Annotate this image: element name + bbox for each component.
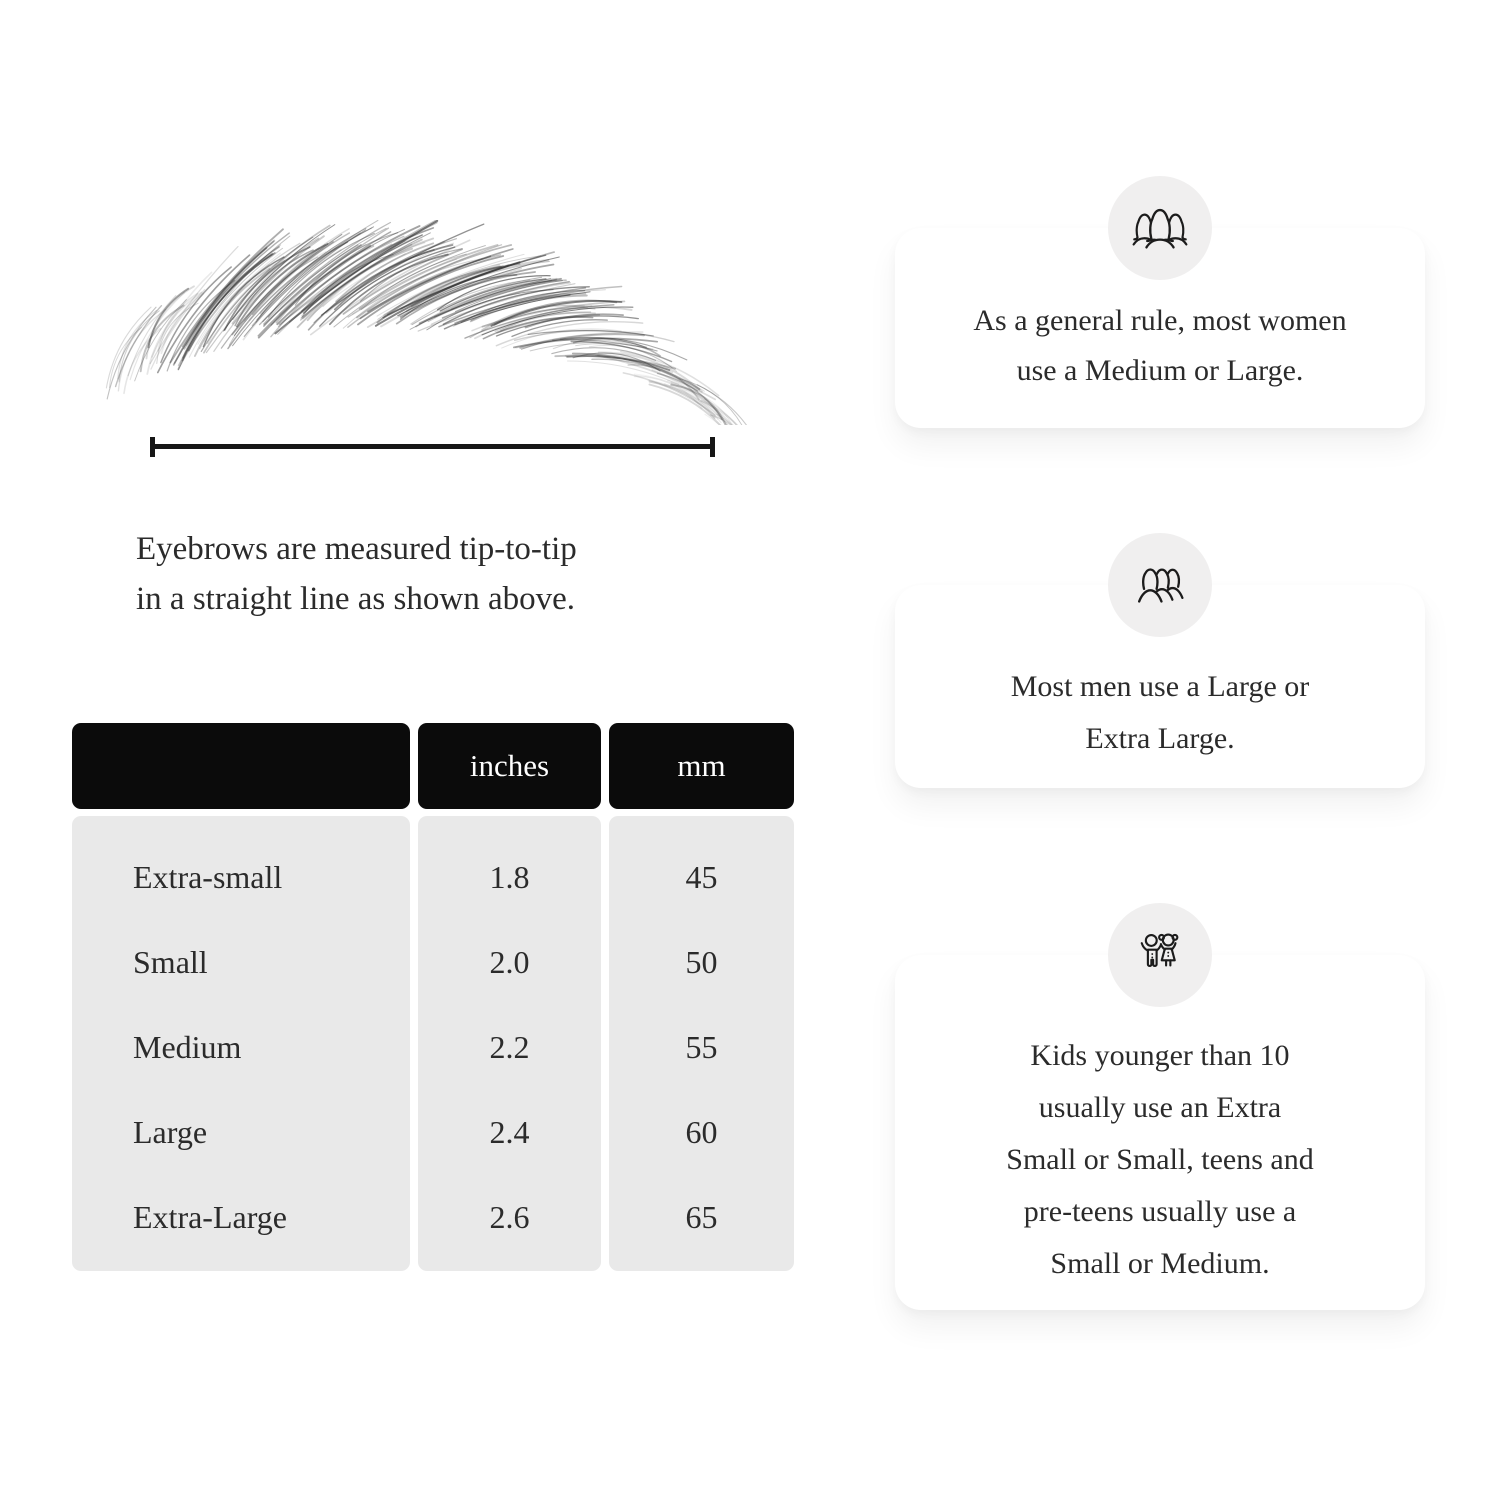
measurement-caption [136, 524, 577, 624]
mm-value: 60 [685, 1114, 718, 1150]
card-text-line: Most men use a Large or [1010, 670, 1310, 703]
measurement-bar [150, 444, 715, 449]
inches-value: 2.6 [489, 1199, 530, 1235]
mm-value: 45 [685, 859, 718, 895]
card-text-line: usually use an Extra [1038, 1091, 1282, 1124]
caption-line: Eyebrows are measured tip-to-tip [136, 531, 577, 567]
card-text-line: use a Medium or Large. [1016, 354, 1304, 387]
size-label: Extra-Large [133, 1199, 287, 1235]
table-header-mm: mm [609, 723, 794, 809]
size-label: Large [133, 1114, 208, 1150]
inches-value: 1.8 [489, 859, 530, 895]
mm-value: 55 [685, 1029, 718, 1065]
size-table [72, 723, 794, 1271]
eyebrow-illustration [105, 220, 775, 425]
measurement-endcap-right [710, 437, 715, 457]
size-column-body [72, 816, 410, 1271]
inches-value: 2.0 [489, 944, 530, 980]
mm-column-body [609, 816, 794, 1271]
inches-column [418, 723, 601, 1271]
card-text-line: pre-teens usually use a [1023, 1195, 1297, 1228]
size-label: Extra-small [133, 859, 283, 895]
inches-column-body [418, 816, 601, 1271]
info-card-kids [895, 955, 1425, 1310]
kids-icon [1108, 903, 1212, 1007]
women-group-icon [1108, 176, 1212, 280]
inches-value: 2.2 [489, 1029, 530, 1065]
table-header-inches: inches [418, 723, 601, 809]
size-label: Small [133, 944, 208, 980]
size-column [72, 723, 410, 1271]
mm-value: 65 [685, 1199, 718, 1235]
table-header-size [72, 723, 410, 809]
men-group-icon [1108, 533, 1212, 637]
info-card-women [895, 228, 1425, 428]
card-text-line: Extra Large. [1085, 722, 1235, 755]
card-text-line: As a general rule, most women [973, 304, 1347, 337]
mm-column [609, 723, 794, 1271]
info-card-men [895, 585, 1425, 788]
inches-value: 2.4 [489, 1114, 530, 1150]
card-text-line: Small or Small, teens and [1006, 1143, 1314, 1176]
mm-value: 50 [685, 944, 718, 980]
caption-line: in a straight line as shown above. [136, 581, 575, 617]
card-text-line: Small or Medium. [1050, 1247, 1270, 1280]
measurement-line [150, 437, 715, 457]
card-text-line: Kids younger than 10 [1030, 1039, 1290, 1072]
size-label: Medium [133, 1029, 242, 1065]
